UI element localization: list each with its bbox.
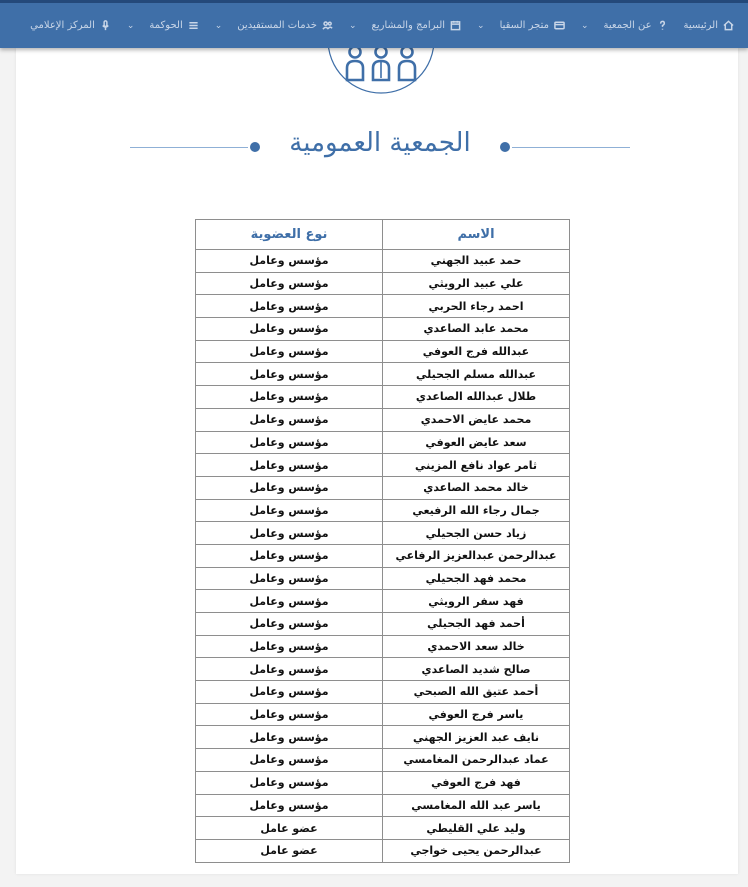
table-row xyxy=(196,272,570,295)
member-name-cell: ياسر فرج العوفي xyxy=(383,703,570,726)
membership-type-cell: مؤسس وعامل xyxy=(196,476,383,499)
table-row xyxy=(196,318,570,341)
table-row xyxy=(196,250,570,273)
table-header-row xyxy=(196,220,570,250)
member-name-cell: أحمد عتيق الله الصبحي xyxy=(383,681,570,704)
membership-type-cell: مؤسس وعامل xyxy=(196,272,383,295)
member-name-cell: سعد عايض العوفي xyxy=(383,431,570,454)
member-name-cell: زياد حسن الجحيلي xyxy=(383,522,570,545)
member-name-cell: ياسر عبد الله المغامسي xyxy=(383,794,570,817)
table-row xyxy=(196,431,570,454)
member-name-cell: عبدالرحمن يحيى خواجي xyxy=(383,839,570,862)
top-navbar xyxy=(0,0,748,48)
section-title-row xyxy=(130,122,630,172)
table-row xyxy=(196,817,570,840)
membership-type-cell: مؤسس وعامل xyxy=(196,454,383,477)
membership-type-cell: مؤسس وعامل xyxy=(196,250,383,273)
membership-type-cell: مؤسس وعامل xyxy=(196,635,383,658)
nav-item-media[interactable] xyxy=(22,20,119,31)
table-row xyxy=(196,386,570,409)
table-row xyxy=(196,839,570,862)
page-title: الجمعية العمومية xyxy=(289,128,471,158)
member-name-cell: جمال رجاء الله الرفيعي xyxy=(383,499,570,522)
member-name-cell: عبدالرحمن عبدالعزيز الرفاعي xyxy=(383,544,570,567)
table-row xyxy=(196,658,570,681)
membership-type-cell: مؤسس وعامل xyxy=(196,681,383,704)
nav-label: الحوكمة xyxy=(149,20,183,31)
member-name-cell: ثامر عواد نافع المزيني xyxy=(383,454,570,477)
table-row xyxy=(196,567,570,590)
member-name-cell: عبدالله مسلم الجحيلي xyxy=(383,363,570,386)
table-row xyxy=(196,476,570,499)
membership-type-cell: مؤسس وعامل xyxy=(196,408,383,431)
membership-type-cell: عضو عامل xyxy=(196,839,383,862)
member-name-cell: فهد فرج العوفي xyxy=(383,771,570,794)
member-name-cell: عبدالله فرج العوفي xyxy=(383,340,570,363)
nav-label: متجر السقيا xyxy=(499,20,549,31)
member-name-cell: عماد عبدالرحمن المغامسي xyxy=(383,749,570,772)
member-name-cell: محمد عابد الصاعدي xyxy=(383,318,570,341)
nav-item-about[interactable] xyxy=(573,20,676,31)
member-name-cell: حمد عبيد الجهني xyxy=(383,250,570,273)
membership-type-cell: مؤسس وعامل xyxy=(196,431,383,454)
title-dot xyxy=(500,142,510,152)
chevron-down-icon: ⌄ xyxy=(477,20,485,31)
nav-label: خدمات المستفيدين xyxy=(237,20,317,31)
table-row xyxy=(196,794,570,817)
nav-item-home[interactable] xyxy=(676,20,742,31)
members-table-body xyxy=(196,250,570,863)
chevron-down-icon: ⌄ xyxy=(349,20,357,31)
column-header-name: الاسم xyxy=(383,220,570,250)
table-row xyxy=(196,635,570,658)
membership-type-cell: مؤسس وعامل xyxy=(196,590,383,613)
membership-type-cell: مؤسس وعامل xyxy=(196,318,383,341)
nav-label: الرئيسية xyxy=(683,20,718,31)
table-row xyxy=(196,749,570,772)
chevron-down-icon: ⌄ xyxy=(580,20,589,31)
table-row xyxy=(196,771,570,794)
nav-item-store[interactable] xyxy=(469,20,573,31)
table-row xyxy=(196,295,570,318)
nav-item-programs[interactable] xyxy=(341,20,469,31)
question-icon xyxy=(657,20,668,31)
membership-type-cell: مؤسس وعامل xyxy=(196,794,383,817)
membership-type-cell: مؤسس وعامل xyxy=(196,499,383,522)
member-name-cell: احمد رجاء الحربي xyxy=(383,295,570,318)
membership-type-cell: مؤسس وعامل xyxy=(196,567,383,590)
table-row xyxy=(196,454,570,477)
membership-type-cell: مؤسس وعامل xyxy=(196,363,383,386)
member-name-cell: طلال عبدالله الصاعدي xyxy=(383,386,570,409)
home-icon xyxy=(723,20,734,31)
association-logo xyxy=(327,48,435,94)
menu-icon xyxy=(188,20,199,31)
column-header-membership: نوع العضوية xyxy=(196,220,383,250)
member-name-cell: فهد سفر الرويثي xyxy=(383,590,570,613)
nav-label: المركز الإعلامي xyxy=(30,20,95,31)
table-row xyxy=(196,726,570,749)
table-row xyxy=(196,681,570,704)
membership-type-cell: عضو عامل xyxy=(196,817,383,840)
member-name-cell: وليد علي القليطي xyxy=(383,817,570,840)
membership-type-cell: مؤسس وعامل xyxy=(196,613,383,636)
membership-type-cell: مؤسس وعامل xyxy=(196,658,383,681)
table-row xyxy=(196,340,570,363)
nav-label: البرامج والمشاريع xyxy=(371,20,446,31)
chevron-down-icon: ⌄ xyxy=(214,20,223,31)
member-name-cell: علي عبيد الرويثي xyxy=(383,272,570,295)
member-name-cell: أحمد فهد الجحيلي xyxy=(383,613,570,636)
member-name-cell: خالد محمد الصاعدي xyxy=(383,476,570,499)
membership-type-cell: مؤسس وعامل xyxy=(196,771,383,794)
member-name-cell: نايف عبد العزيز الجهني xyxy=(383,726,570,749)
table-row xyxy=(196,363,570,386)
title-divider xyxy=(512,147,630,148)
users-icon xyxy=(322,20,333,31)
membership-type-cell: مؤسس وعامل xyxy=(196,726,383,749)
chevron-down-icon: ⌄ xyxy=(126,20,135,31)
table-row xyxy=(196,544,570,567)
membership-type-cell: مؤسس وعامل xyxy=(196,749,383,772)
table-row xyxy=(196,408,570,431)
members-table xyxy=(195,219,570,863)
microphone-icon xyxy=(100,20,111,31)
membership-type-cell: مؤسس وعامل xyxy=(196,703,383,726)
member-name-cell: خالد سعد الاحمدي xyxy=(383,635,570,658)
table-row xyxy=(196,522,570,545)
membership-type-cell: مؤسس وعامل xyxy=(196,295,383,318)
nav-item-governance[interactable] xyxy=(119,20,207,31)
card-icon xyxy=(554,20,565,31)
nav-item-beneficiaries[interactable] xyxy=(207,20,341,31)
member-name-cell: محمد عايض الاحمدي xyxy=(383,408,570,431)
membership-type-cell: مؤسس وعامل xyxy=(196,340,383,363)
table-row xyxy=(196,499,570,522)
member-name-cell: صالح شديد الصاعدي xyxy=(383,658,570,681)
membership-type-cell: مؤسس وعامل xyxy=(196,544,383,567)
membership-type-cell: مؤسس وعامل xyxy=(196,386,383,409)
member-name-cell: محمد فهد الجحيلي xyxy=(383,567,570,590)
calendar-icon xyxy=(450,20,461,31)
table-row xyxy=(196,590,570,613)
nav-label: عن الجمعية xyxy=(603,20,652,31)
table-row xyxy=(196,613,570,636)
table-row xyxy=(196,703,570,726)
membership-type-cell: مؤسس وعامل xyxy=(196,522,383,545)
